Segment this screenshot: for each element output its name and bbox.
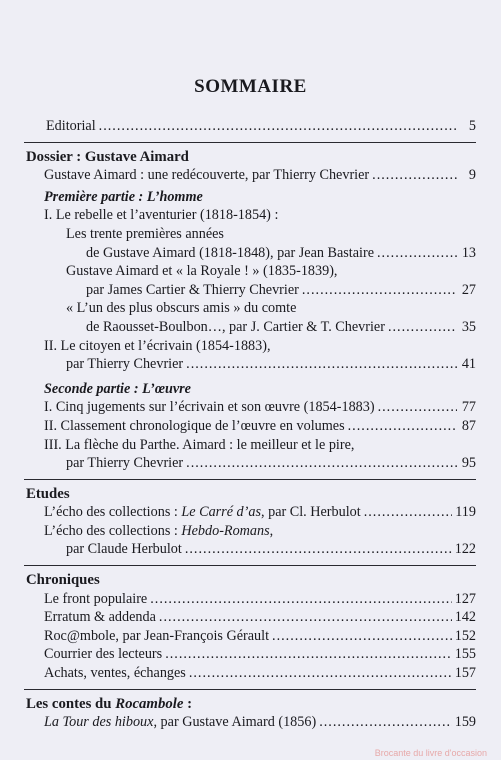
toc-label: par Thierry Chevrier <box>66 455 184 472</box>
part-heading-2: Seconde partie : L’œuvre <box>44 380 191 397</box>
toc-label: de Raousset-Boulbon…, par J. Cartier & T. Chevrier <box>86 318 385 335</box>
toc-row-part1-ii-author <box>24 355 476 374</box>
toc-label: III. La flèche du Parthe. Aimard : le meilleur et le pire, <box>44 436 355 453</box>
dot-leader <box>348 417 457 436</box>
dot-leader <box>165 645 452 664</box>
toc-label: I. Cinq jugements sur l’écrivain et son œuvre (1854-1883) <box>44 399 375 416</box>
section-rule <box>24 565 476 566</box>
toc-page-number: 142 <box>454 609 476 626</box>
toc-row-part1-a2 <box>24 244 476 263</box>
toc-page-number: 119 <box>455 504 476 521</box>
toc-row-part1-b1 <box>24 262 476 281</box>
part-heading-1: Première partie : L’homme <box>44 188 203 205</box>
toc-label: Les trente premières années <box>66 225 224 242</box>
toc-row-intro <box>24 166 476 185</box>
section-heading-contes: Les contes du Rocambole : <box>26 695 193 712</box>
dot-leader <box>364 503 453 522</box>
dot-leader <box>99 117 457 136</box>
toc-label: par Claude Herbulot <box>66 541 182 558</box>
toc-row-etudes-2-author <box>24 540 476 559</box>
dot-leader <box>186 355 457 374</box>
section-heading-etudes: Etudes <box>26 485 70 502</box>
toc-label: Courrier des lecteurs <box>44 646 163 663</box>
toc-page-number: 157 <box>454 665 476 682</box>
toc-label: II. Classement chronologique de l’œuvre en volumes <box>44 417 345 434</box>
section-heading-dossier: Dossier : Gustave Aimard <box>26 148 189 165</box>
dot-leader <box>189 664 452 683</box>
section-rule <box>24 689 476 690</box>
toc-row-part1-a1 <box>24 225 476 244</box>
toc-row-part1-ii <box>24 337 476 356</box>
dot-leader <box>272 627 452 646</box>
toc-page-number: 159 <box>454 714 476 731</box>
list-item <box>24 664 476 683</box>
toc-page-number: 9 <box>468 167 476 184</box>
list-item <box>24 627 476 646</box>
list-item <box>24 590 476 609</box>
toc-label: Editorial <box>46 118 96 134</box>
toc-label: L’écho des collections : Hebdo-Romans, <box>44 522 274 539</box>
list-item <box>24 608 476 627</box>
dot-leader <box>150 590 452 609</box>
toc-row-part2-r3b <box>24 454 476 473</box>
dot-leader <box>185 540 452 559</box>
dot-leader <box>372 166 457 185</box>
toc-label: I. Le rebelle et l’aventurier (1818-1854) : <box>44 207 279 224</box>
toc-page-number: 152 <box>454 627 476 644</box>
toc-row-part2-r1 <box>24 398 476 417</box>
toc-page-number: 35 <box>461 318 476 335</box>
toc-label: II. Le citoyen et l’écrivain (1854-1883), <box>44 337 271 354</box>
toc-row-part1-c1 <box>24 299 476 318</box>
toc-label: La Tour des hiboux, par Gustave Aimard (1856) <box>44 714 317 731</box>
toc-label: par James Cartier & Thierry Chevrier <box>86 281 299 298</box>
toc-label: Erratum & addenda <box>44 609 156 626</box>
toc-row-part2-r2 <box>24 417 476 436</box>
toc-row-part1-b2 <box>24 281 476 300</box>
toc-label: L’écho des collections : Le Carré d’as, par Cl. Herbulot <box>44 504 361 521</box>
dot-leader <box>159 608 452 627</box>
toc-page-number: 95 <box>461 455 476 472</box>
toc-page-number: 77 <box>461 399 476 416</box>
toc-page-number: 127 <box>454 590 476 607</box>
dot-leader <box>377 244 457 263</box>
table-of-contents <box>24 117 476 732</box>
dot-leader <box>388 318 457 337</box>
section-heading-chroniques: Chroniques <box>26 572 100 589</box>
toc-label: « L’un des plus obscurs amis » du comte <box>66 300 297 317</box>
toc-page-number: 27 <box>461 281 476 298</box>
dot-leader <box>378 398 457 417</box>
toc-page-number: 5 <box>468 118 476 134</box>
toc-label: Gustave Aimard : une redécouverte, par Thierry Chevrier <box>44 167 370 184</box>
section-rule <box>24 142 476 143</box>
toc-row-etudes-2 <box>24 522 476 541</box>
toc-page-number: 155 <box>454 646 476 663</box>
toc-label: de Gustave Aimard (1818-1848), par Jean Bastaire <box>86 244 374 261</box>
dot-leader <box>302 281 457 300</box>
toc-row-part1-i <box>24 206 476 225</box>
page-title: SOMMAIRE <box>194 76 307 97</box>
section-rule <box>24 479 476 480</box>
toc-row-contes <box>24 713 476 732</box>
toc-row-editorial <box>24 117 476 136</box>
list-item <box>24 645 476 664</box>
toc-label: Le front populaire <box>44 590 148 607</box>
toc-page-number: 122 <box>454 541 476 558</box>
toc-row-etudes-1 <box>24 503 476 522</box>
toc-label: Achats, ventes, échanges <box>44 665 186 682</box>
toc-label: Roc@mbole, par Jean-François Gérault <box>44 627 270 644</box>
toc-page-number: 41 <box>461 356 476 373</box>
toc-label: Gustave Aimard et « la Royale ! » (1835-1839), <box>66 263 338 280</box>
watermark: Brocante du livre d'occasion <box>374 748 487 758</box>
toc-label: par Thierry Chevrier <box>66 356 184 373</box>
dot-leader <box>319 713 452 732</box>
toc-row-part2-r3a <box>24 436 476 455</box>
toc-page-number: 13 <box>461 244 476 261</box>
toc-page-number: 87 <box>461 417 476 434</box>
toc-row-part1-c2 <box>24 318 476 337</box>
dot-leader <box>186 454 457 473</box>
